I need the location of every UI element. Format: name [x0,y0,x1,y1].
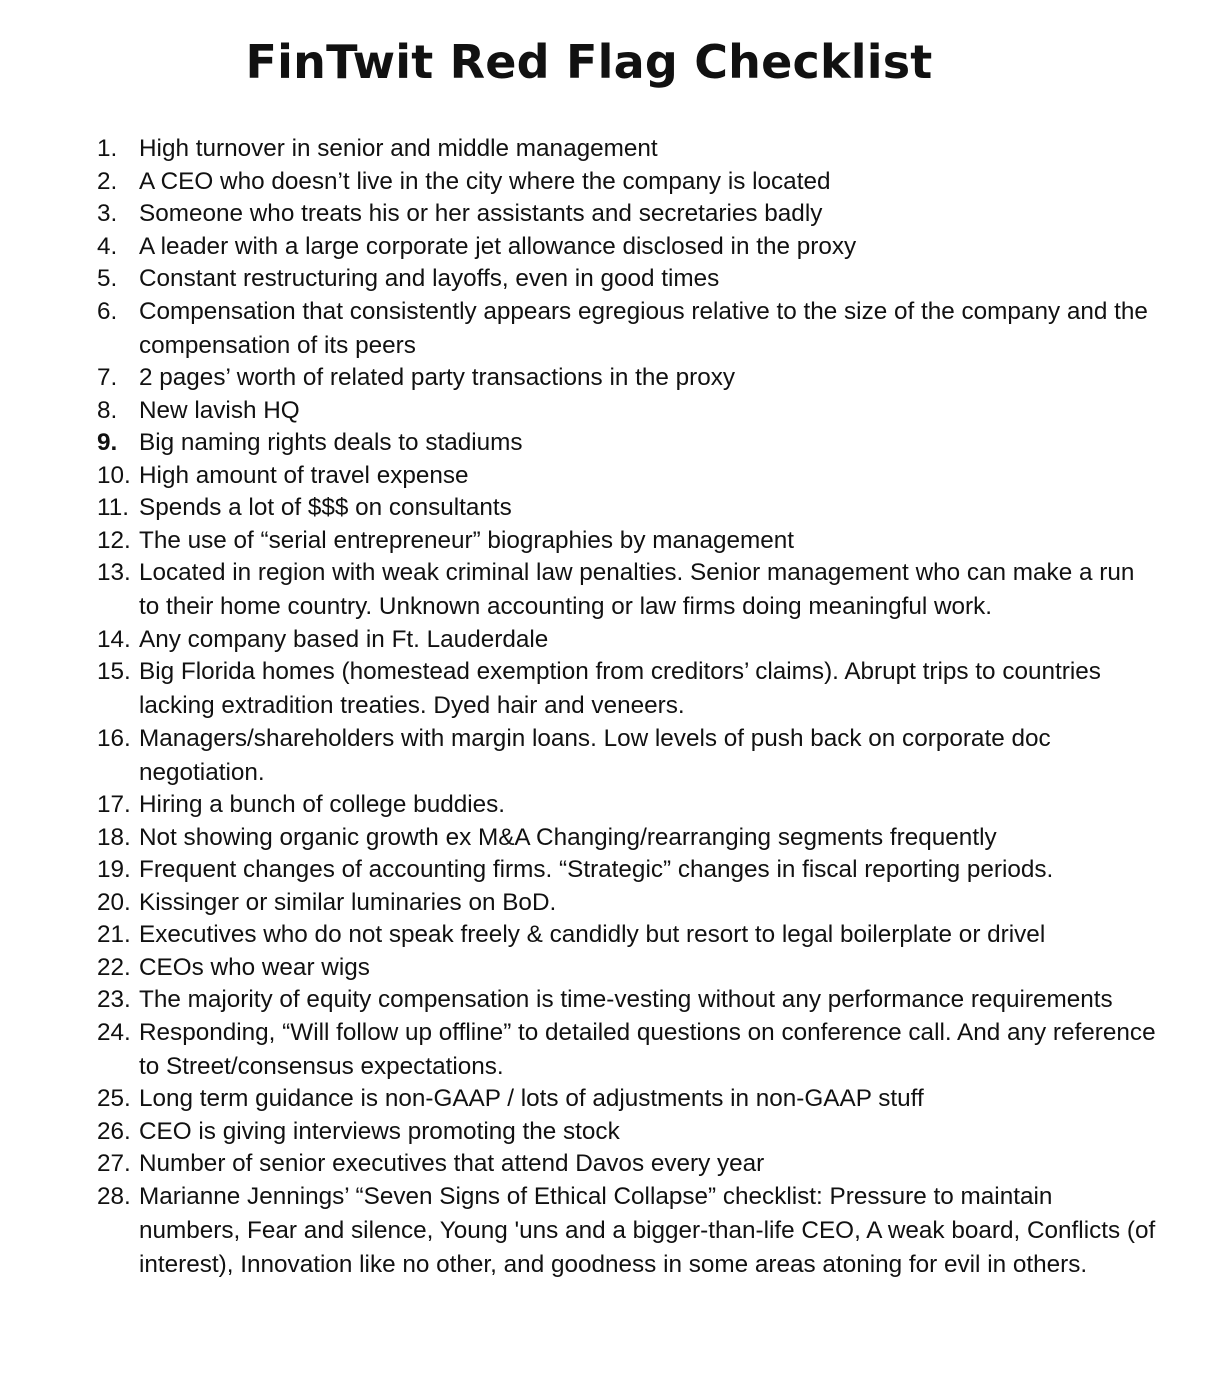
item-number: 24. [97,1018,131,1046]
item-text: Not showing organic growth ex M&A Changing/rearranging segments frequently [139,823,997,851]
list-item [0,623,1218,657]
list-item [0,1115,1218,1149]
list-item [0,983,1218,1017]
item-text: The use of “serial entrepreneur” biographies by management [139,526,795,554]
item-number: 3. [97,200,118,227]
item-text: The majority of equity compensation is time-vesting without any performance requirements [139,986,1113,1013]
list-item [0,918,1218,952]
list-item [0,361,1218,395]
item-number: 19. [97,856,131,883]
item-number: 7. [97,364,118,391]
list-item [0,262,1218,296]
list-item [0,230,1218,264]
list-item [0,886,1218,920]
item-text: Located in region with weak criminal law penalties. Senior management who can make a run to their home country. Unknown accounting or law firms doing meaningful work. [139,559,1135,620]
item-number: 14. [97,625,131,653]
list-item [0,197,1218,231]
item-number: 27. [97,1150,131,1177]
item-text: Long term guidance is non-GAAP / lots of adjustments in non-GAAP stuff [139,1085,924,1112]
item-number: 15. [97,658,131,685]
item-number: 4. [97,232,118,260]
item-number: 5. [97,265,118,292]
item-text: Managers/shareholders with margin loans. Low levels of push back on corporate doc negotiation. [139,724,1051,786]
item-number: 10. [97,461,131,489]
item-text: Kissinger or similar luminaries on BoD. [139,888,557,916]
item-text: Big naming rights deals to stadiums [139,429,523,456]
item-number: 20. [97,888,131,916]
item-number: 23. [97,986,131,1013]
item-text: Someone who treats his or her assistants and secretaries badly [139,200,823,227]
item-text: Compensation that consistently appears egregious relative to the size of the company and the compensation of its peers [139,297,1148,359]
item-text: Any company based in Ft. Lauderdale [139,625,549,653]
item-number: 18. [97,823,131,851]
item-number: 21. [97,921,131,948]
item-number: 1. [97,135,118,162]
list-item [0,722,1218,790]
list-item [0,295,1218,363]
red-flag-list [0,132,1218,1280]
item-number: 9. [97,429,118,456]
item-text: Executives who do not speak freely & candidly but resort to legal boilerplate or drivel [139,921,1046,948]
item-number: 8. [97,396,118,424]
item-number: 22. [97,953,131,981]
item-text: CEO is giving interviews promoting the stock [139,1117,620,1145]
item-text: Spends a lot of $$$ on consultants [139,494,512,521]
item-text: Marianne Jennings’ “Seven Signs of Ethical Collapse” checklist: Pressure to maintain numbers, Fear and silence, Young 'uns and a bigger-than-life CEO, A weak board, Conflicts (of interest), Innovation like no other, and goodness in some areas atoning for evil in others. [139,1182,1156,1278]
list-item [0,1082,1218,1116]
item-number: 11. [97,494,129,521]
item-text: Constant restructuring and layoffs, even in good times [139,265,720,292]
item-number: 6. [97,297,118,325]
list-item [0,165,1218,199]
item-number: 26. [97,1117,131,1145]
item-number: 28. [97,1182,131,1210]
item-number: 25. [97,1085,131,1112]
item-number: 17. [97,791,131,818]
list-item [0,951,1218,985]
list-item [0,1016,1218,1084]
list-item [0,853,1218,887]
list-item [0,132,1218,166]
item-text: New lavish HQ [139,396,300,424]
list-item [0,459,1218,493]
list-item [0,655,1218,723]
item-text: 2 pages’ worth of related party transactions in the proxy [139,364,736,391]
list-item [0,426,1218,460]
list-item [0,788,1218,822]
list-item [0,821,1218,855]
item-text: Number of senior executives that attend Davos every year [139,1150,765,1177]
item-number: 2. [97,167,118,195]
item-number: 12. [97,526,131,554]
list-item [0,556,1218,624]
list-item [0,1180,1218,1282]
list-item [0,491,1218,525]
item-text: Hiring a bunch of college buddies. [139,791,506,818]
item-text: High amount of travel expense [139,461,469,489]
item-text: A leader with a large corporate jet allowance disclosed in the proxy [139,232,857,260]
item-text: A CEO who doesn’t live in the city where the company is located [139,167,831,195]
item-number: 13. [97,559,131,586]
item-text: Responding, “Will follow up offline” to detailed questions on conference call. And any reference to Street/consensus expectations. [139,1018,1156,1080]
list-item [0,524,1218,558]
list-item [0,1147,1218,1181]
item-text: CEOs who wear wigs [139,953,370,981]
list-item [0,394,1218,428]
page-title: FinTwit Red Flag Checklist [245,35,933,89]
item-text: Frequent changes of accounting firms. “Strategic” changes in fiscal reporting periods. [139,856,1054,883]
item-text: High turnover in senior and middle management [139,135,658,162]
item-text: Big Florida homes (homestead exemption from creditors’ claims). Abrupt trips to countries lacking extradition treaties. Dyed hair and veneers. [139,658,1101,719]
item-number: 16. [97,724,131,752]
